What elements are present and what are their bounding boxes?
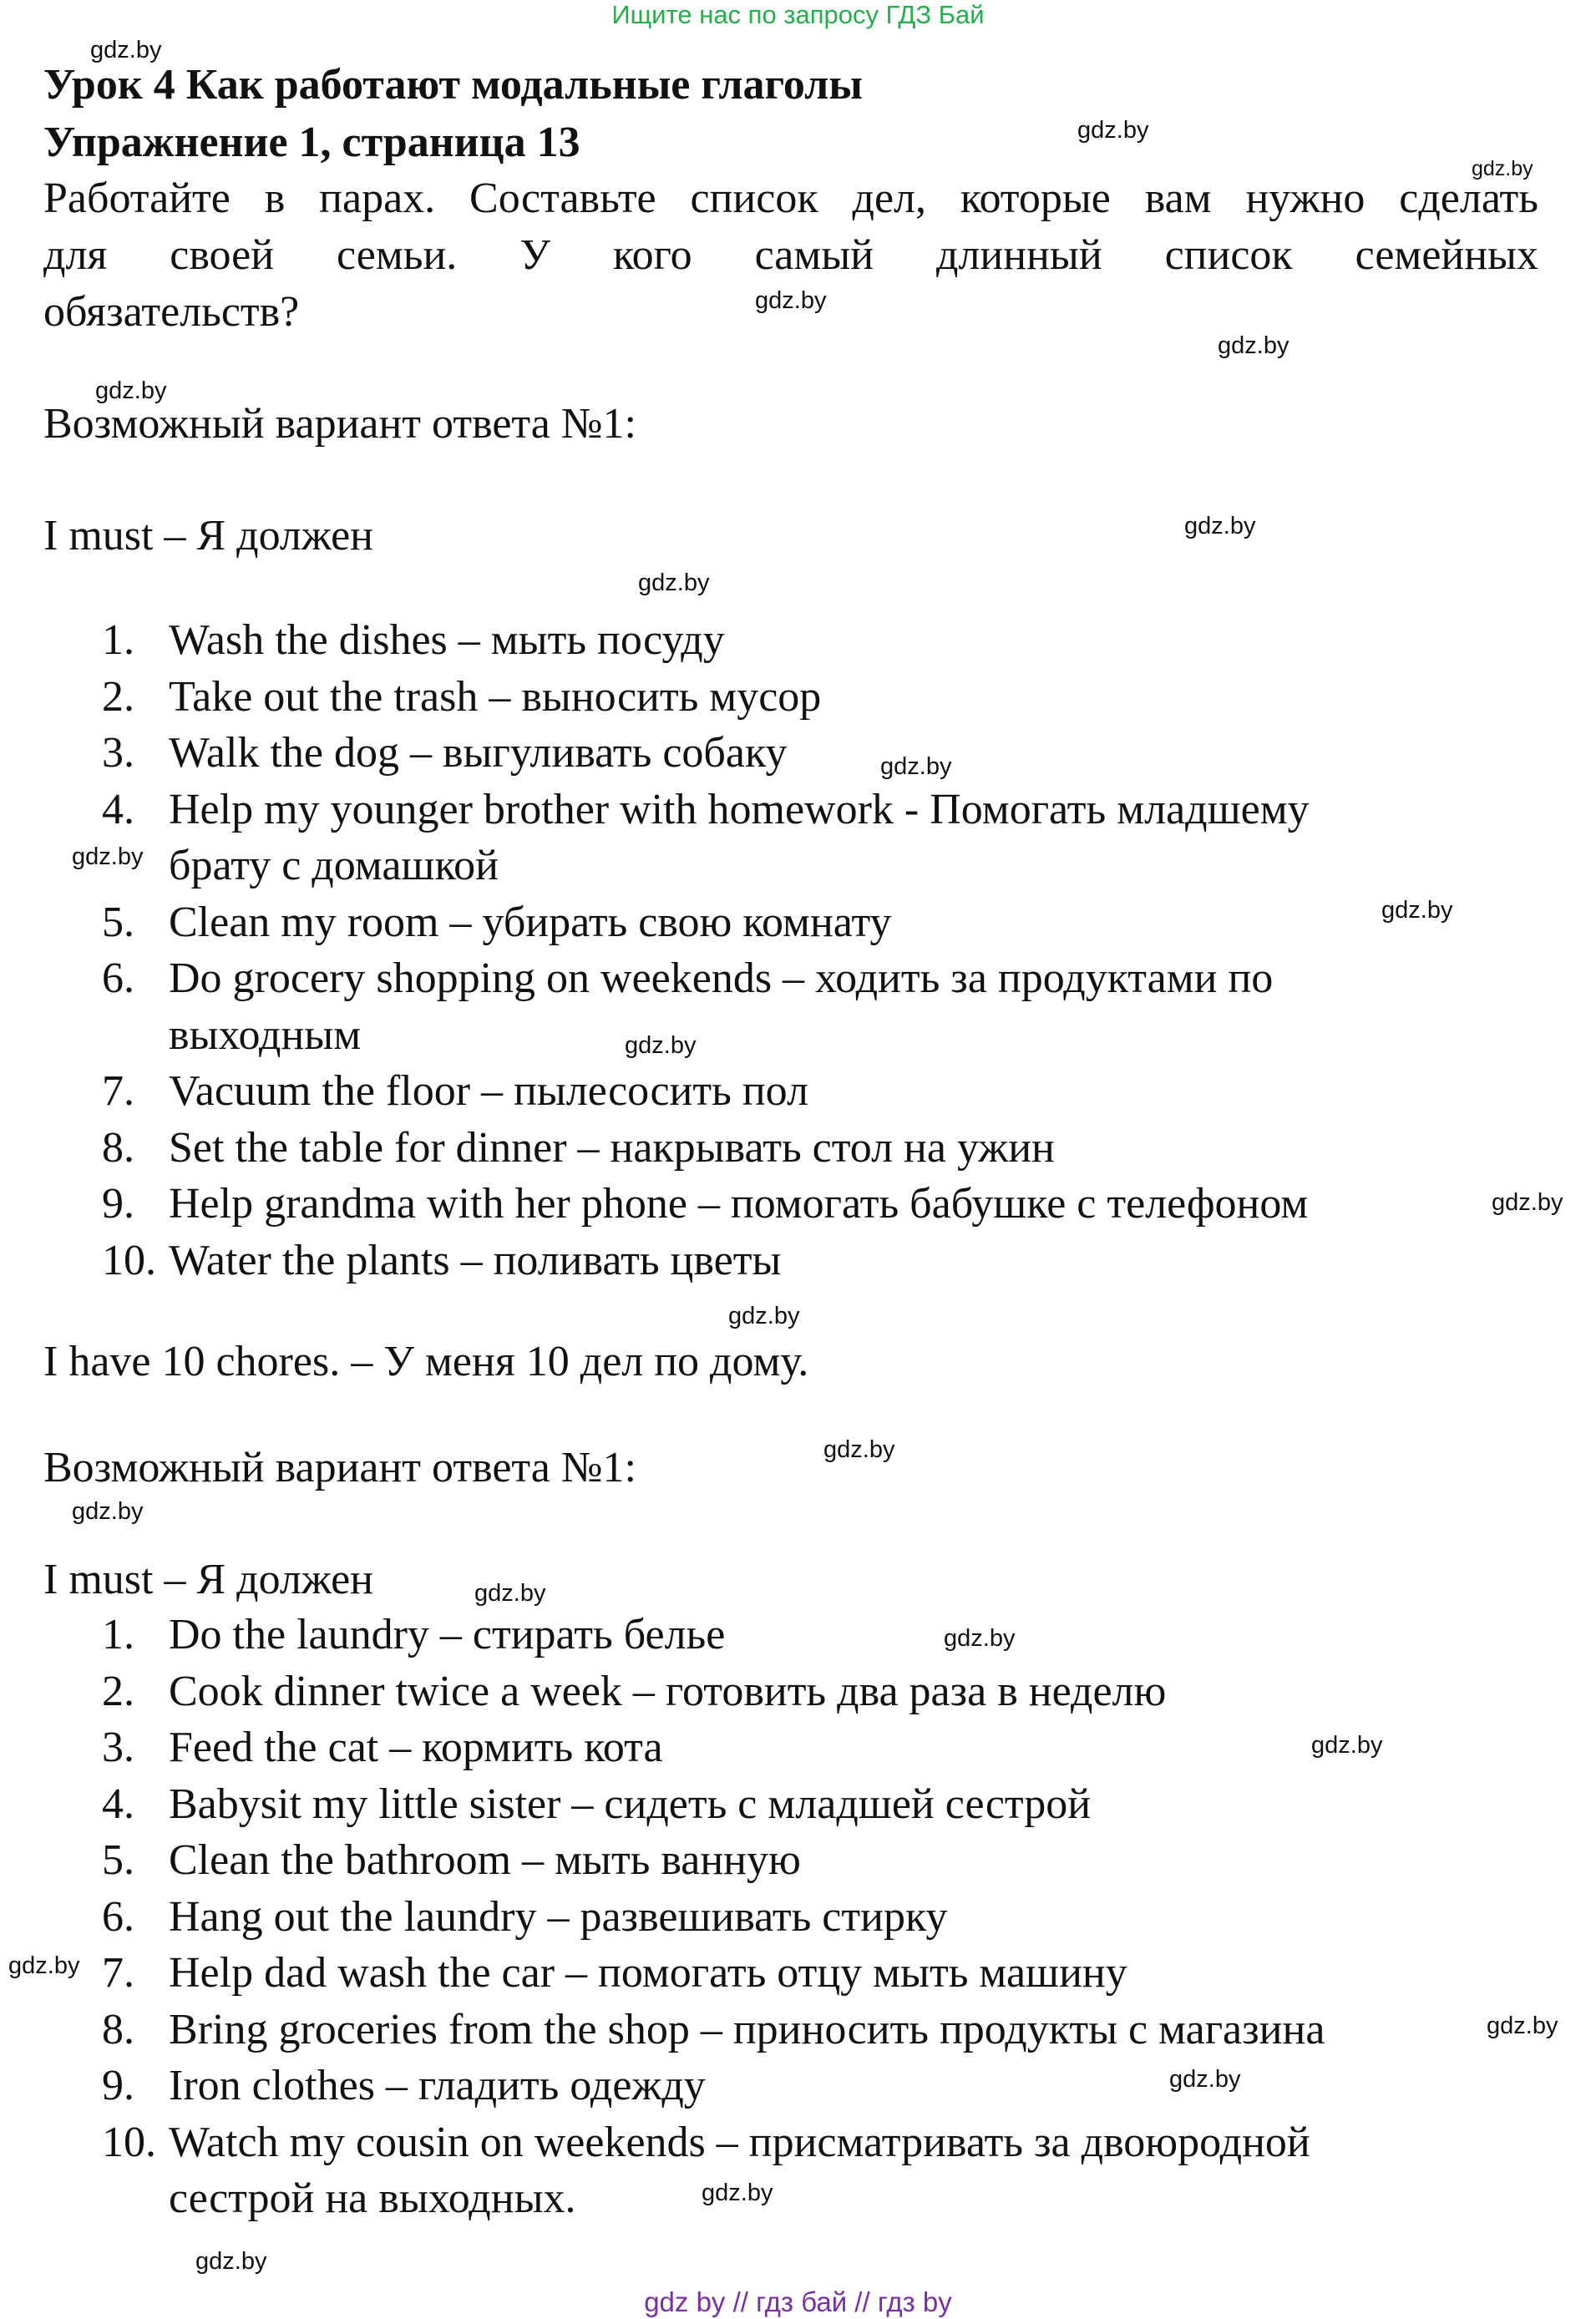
list-item bbox=[43, 2058, 1538, 2114]
list-item bbox=[43, 2114, 1538, 2227]
watermark: gdz.by bbox=[1184, 513, 1256, 539]
watermark: gdz.by bbox=[1472, 157, 1533, 180]
variant2-heading: Возможный вариант ответа №1: bbox=[43, 1444, 636, 1491]
item-text: Clean the bathroom – мыть ванную bbox=[169, 1836, 801, 1884]
item-text: Wash the dishes – мыть посуду bbox=[169, 616, 725, 664]
watermark: gdz.by bbox=[474, 1580, 546, 1607]
item-number: 9. bbox=[102, 2062, 134, 2109]
task-line-2: для своей семьи. У кого самый длинный список семейных bbox=[43, 231, 1538, 279]
list-item bbox=[43, 1663, 1538, 1720]
watermark: gdz.by bbox=[1077, 117, 1149, 144]
top-banner: Ищите нас по запросу ГДЗ Бай bbox=[611, 0, 985, 29]
item-number: 8. bbox=[102, 1123, 134, 1172]
watermark: gdz.by bbox=[90, 37, 162, 63]
item-text: Help my younger brother with homework - Помогать младшему bbox=[169, 785, 1310, 833]
variant2-chore-list bbox=[43, 1607, 1538, 2227]
list-item bbox=[43, 669, 1538, 726]
item-text: Do the laundry – стирать белье bbox=[169, 1611, 726, 1658]
list-item bbox=[43, 1120, 1538, 1177]
watermark: gdz.by bbox=[8, 1952, 80, 1979]
variant1-chore-list bbox=[43, 612, 1538, 1289]
item-number: 8. bbox=[102, 2005, 134, 2053]
item-text: Water the plants – поливать цветы bbox=[169, 1236, 782, 1284]
item-number: 5. bbox=[102, 898, 134, 946]
variant1-intro: I must – Я должен bbox=[43, 512, 374, 559]
watermark: gdz.by bbox=[702, 2180, 773, 2206]
item-text: Feed the cat – кормить кота bbox=[169, 1724, 663, 1771]
variant2-intro: I must – Я должен bbox=[43, 1556, 374, 1603]
watermark: gdz.by bbox=[72, 843, 144, 870]
watermark: gdz.by bbox=[1492, 1189, 1563, 1216]
list-item bbox=[43, 1233, 1538, 1289]
item-text: Help grandma with her phone – помогать бабушке с телефоном bbox=[169, 1180, 1309, 1228]
item-text: Take out the trash – выносить мусор bbox=[169, 672, 822, 721]
watermark: gdz.by bbox=[1381, 897, 1453, 924]
item-text: Cook dinner twice a week – готовить два раза в неделю bbox=[169, 1667, 1167, 1715]
list-item bbox=[43, 782, 1538, 894]
list-item bbox=[43, 1889, 1538, 1946]
list-item bbox=[43, 1832, 1538, 1889]
watermark: gdz.by bbox=[1487, 2013, 1558, 2039]
list-item bbox=[43, 1776, 1538, 1833]
item-number: 1. bbox=[102, 1611, 134, 1658]
item-number: 6. bbox=[102, 954, 134, 1002]
item-number: 7. bbox=[102, 1067, 134, 1115]
watermark: gdz.by bbox=[625, 1032, 697, 1059]
item-number: 4. bbox=[102, 1780, 134, 1828]
item-text-continued: брату с домашкой bbox=[169, 842, 499, 889]
item-text: Set the table for dinner – накрывать стол на ужин bbox=[169, 1123, 1055, 1172]
watermark: gdz.by bbox=[944, 1625, 1016, 1652]
variant1-heading: Возможный вариант ответа №1: bbox=[43, 400, 636, 448]
watermark: gdz.by bbox=[755, 287, 827, 314]
footer-watermark: gdz by // гдз бай // гдз by bbox=[644, 2286, 952, 2317]
watermark: gdz.by bbox=[1311, 1732, 1383, 1759]
item-text: Iron clothes – гладить одежду bbox=[169, 2062, 706, 2109]
item-text-continued: выходным bbox=[169, 1010, 362, 1059]
item-number: 3. bbox=[102, 729, 134, 777]
variant1-summary: I have 10 chores. – У меня 10 дел по дому. bbox=[43, 1338, 809, 1385]
list-item bbox=[43, 1063, 1538, 1120]
item-text: Do grocery shopping on weekends – ходить за продуктами по bbox=[169, 954, 1274, 1002]
item-text: Help dad wash the car – помогать отцу мыть машину bbox=[169, 1949, 1127, 1997]
watermark: gdz.by bbox=[728, 1303, 800, 1329]
item-text: Walk the dog – выгуливать собаку bbox=[169, 729, 788, 777]
watermark: gdz.by bbox=[1169, 2066, 1241, 2093]
watermark: gdz.by bbox=[95, 377, 167, 404]
watermark: gdz.by bbox=[638, 570, 710, 596]
item-number: 4. bbox=[102, 785, 134, 833]
lesson-title: Урок 4 Как работают модальные глаголы bbox=[43, 61, 863, 109]
item-number: 5. bbox=[102, 1836, 134, 1884]
list-item bbox=[43, 894, 1538, 951]
watermark: gdz.by bbox=[72, 1498, 144, 1525]
exercise-title: Упражнение 1, страница 13 bbox=[43, 119, 580, 166]
item-text: Hang out the laundry – развешивать стирку bbox=[169, 1892, 948, 1941]
list-item bbox=[43, 1607, 1538, 1663]
list-item bbox=[43, 2002, 1538, 2058]
item-text: Watch my cousin on weekends – присматривать за двоюродной bbox=[169, 2118, 1310, 2166]
item-number: 6. bbox=[102, 1892, 134, 1941]
watermark: gdz.by bbox=[195, 2248, 267, 2275]
item-number: 2. bbox=[102, 672, 134, 721]
item-number: 9. bbox=[102, 1180, 134, 1228]
list-item bbox=[43, 725, 1538, 782]
list-item bbox=[43, 1176, 1538, 1233]
item-number: 10. bbox=[102, 2118, 156, 2166]
item-number: 1. bbox=[102, 616, 134, 664]
task-line-1: Работайте в парах. Составьте список дел, которые вам нужно сделать bbox=[43, 175, 1538, 222]
watermark: gdz.by bbox=[823, 1436, 895, 1463]
item-text: Clean my room – убирать свою комнату bbox=[169, 898, 892, 946]
item-text: Vacuum the floor – пылесосить пол bbox=[169, 1067, 808, 1115]
item-number: 2. bbox=[102, 1667, 134, 1715]
list-item bbox=[43, 1945, 1538, 2002]
list-item bbox=[43, 612, 1538, 669]
watermark: gdz.by bbox=[1218, 332, 1289, 359]
item-number: 3. bbox=[102, 1724, 134, 1771]
item-number: 7. bbox=[102, 1949, 134, 1997]
watermark: gdz.by bbox=[880, 753, 952, 780]
item-number: 10. bbox=[102, 1236, 156, 1284]
task-line-3: обязательств? bbox=[43, 288, 300, 336]
item-text: Bring groceries from the shop – приносить продукты с магазина bbox=[169, 2005, 1325, 2053]
list-item bbox=[43, 950, 1538, 1063]
item-text: Babysit my little sister – сидеть с младшей сестрой bbox=[169, 1780, 1092, 1828]
item-text-continued: сестрой на выходных. bbox=[169, 2175, 576, 2222]
